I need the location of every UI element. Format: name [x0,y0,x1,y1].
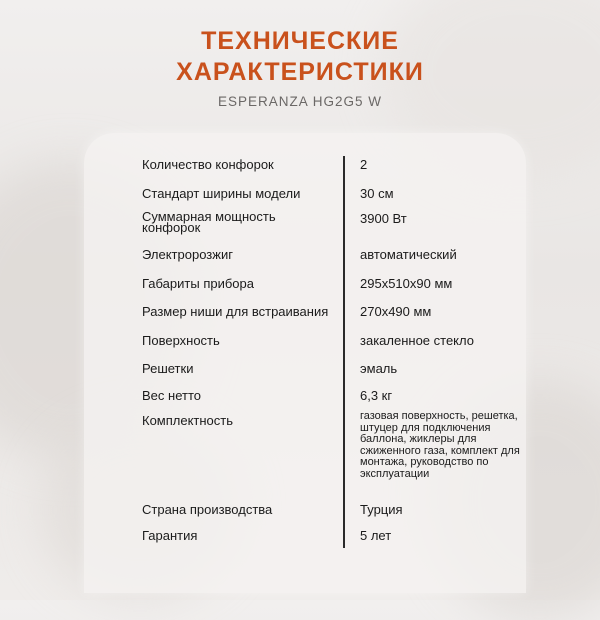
spec-label: Гарантия [142,528,198,543]
spec-value: 270х490 мм [360,304,432,319]
spec-value: эмаль [360,361,398,376]
spec-value: 2 [360,157,368,172]
spec-label: Размер ниши для встраивания [142,304,329,319]
title-line-1: ТЕХНИЧЕСКИЕ [201,27,399,55]
spec-label: Суммарная мощность конфорок [142,209,276,235]
spec-label: Стандарт ширины модели [142,186,301,201]
spec-label: Комплектность [142,413,234,428]
spec-label: Вес нетто [142,388,201,403]
model-name: ESPERANZA HG2G5 W [217,94,383,109]
spec-label: Габариты прибора [142,276,254,291]
spec-value: автоматический [360,247,457,262]
spec-value: 30 см [360,186,394,201]
spec-value: 5 лет [360,528,392,543]
spec-value: Турция [360,502,403,517]
spec-value: закаленное стекло [360,333,474,348]
spec-value: газовая поверхность, решетка, штуцер для подключения баллона, жиклеры для сжиженного газа, комплект для монтажа, руководство по эксплуатации [360,410,520,480]
spec-label: Поверхность [142,333,220,348]
spec-value: 6,3 кг [360,388,393,403]
column-divider [343,156,345,548]
spec-label: Количество конфорок [142,157,274,172]
title-line-2: ХАРАКТЕРИСТИКИ [176,58,424,86]
spec-label: Страна производства [142,502,273,517]
page-title [0,26,600,88]
spec-value: 295х510х90 мм [360,276,453,291]
spec-label: Электророзжиг [142,247,233,262]
spec-value: 3900 Вт [360,211,407,226]
spec-label: Решетки [142,361,194,376]
